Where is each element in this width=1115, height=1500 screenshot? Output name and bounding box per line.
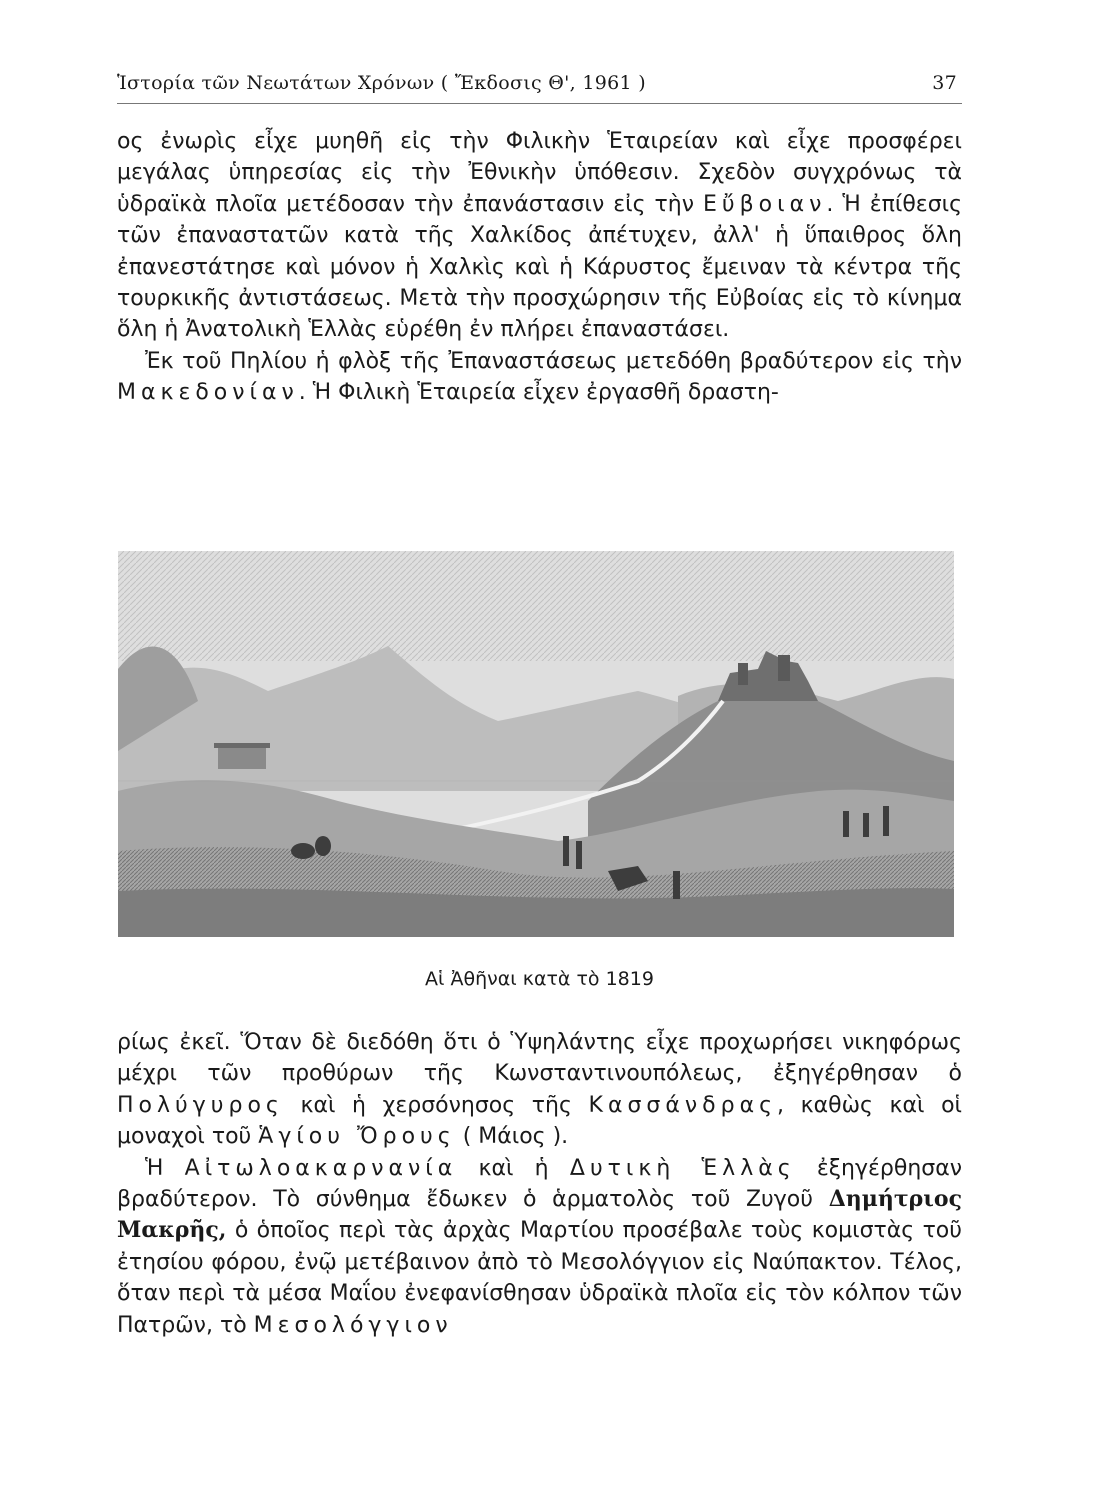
spaced-name-aetoloacarnania: Αἰτωλοακαρνανία <box>184 1155 458 1181</box>
text-run: Ἡ <box>145 1155 185 1181</box>
text-run: ὁ ὁποῖος περὶ τὰς ἀρχὰς Μαρτίου προσέβαλε τοὺς κομιστὰς τοῦ ἐτησίου φόρου, ἐνῷ μετέβαινον ἀπὸ τὸ Μεσολόγγιον εἰς Ναύπακτον. Τέλος, ὅταν περὶ τὰ μέσα Μαΐου ἐνεφανίσθησαν ὑδραϊκὰ πλοῖα εἰς τὸν κόλπον τῶν Πατρῶν, τὸ <box>117 1218 962 1338</box>
paragraph <box>117 126 962 346</box>
spaced-name-western-greece: Δυτικὴ Ἑλλὰς <box>569 1155 796 1181</box>
text-run: καὶ ἡ χερσόνησος τῆς <box>283 1092 589 1118</box>
spaced-name-mount-athos: Ἁγίου Ὄρους <box>258 1124 456 1150</box>
text-run: ρίως ἐκεῖ. Ὅταν δὲ διεδόθη ὅτι ὁ Ὑψηλάντης εἶχε προχωρήσει νικηφόρως μέχρι τῶν προθύρων τῆς Κωνσταντινουπόλεως, ἐξηγέρθησαν ὁ <box>117 1030 962 1087</box>
spaced-name-macedonia: Μακεδονίαν <box>117 380 299 406</box>
paragraph <box>117 1153 962 1341</box>
engraving-image <box>118 551 954 937</box>
spaced-name-euboea: Εὔβοιαν <box>703 191 827 217</box>
text-run: ἐξηγέρθησαν βραδύτερον. Τὸ σύνθημα ἔδωκεν ὁ ἁρματολὸς τοῦ Ζυγοῦ <box>117 1155 962 1213</box>
spaced-name-mesolongi: Μεσολόγγιον <box>253 1312 453 1338</box>
spaced-name-kassandra: Κασσάνδρας <box>588 1092 777 1118</box>
text-run: καὶ ἡ <box>457 1155 570 1181</box>
text-run: . Ἡ ἐπίθεσις τῶν ἐπαναστατῶν κατὰ τῆς Χαλκίδος ἀπέτυχεν, ἀλλ' ἡ ὕπαιθρος ὅλη ἐπανεστάτησε καὶ μόνον ἡ Χαλκὶς καὶ ἡ Κάρυστος ἔμειναν τὰ κέντρα τῆς τουρκικῆς ἀντιστάσεως. Μετὰ τὴν προσχώρησιν τῆς Εὐβοίας εἰς τὸ κίνημα ὅλη ἡ Ἀνατολικὴ Ἑλλὰς εὑρέθη ἐν πλήρει ἐπαναστάσει. <box>117 191 963 343</box>
page-number: 37 <box>932 72 957 94</box>
spaced-name-polygyros: Πολύγυρος <box>117 1092 284 1118</box>
figure-caption: Αἱ Ἀθῆναι κατὰ τὸ 1819 <box>425 968 654 990</box>
engraving-athens-1819 <box>118 551 954 937</box>
running-header <box>117 62 957 102</box>
bold-name-makris: Δημήτριος Μακρῆς, <box>117 1186 962 1244</box>
text-run: . Ἡ Φιλικὴ Ἑταιρεία εἶχεν ἐργασθῆ δραστη- <box>298 380 779 406</box>
paragraph <box>117 346 962 409</box>
body-text-bottom <box>117 1027 962 1341</box>
header-rule <box>117 103 962 104</box>
body-text-top <box>117 126 962 409</box>
text-run: , καθὼς καὶ οἱ μοναχοὶ τοῦ <box>117 1092 963 1150</box>
text-run: ος ἐνωρὶς εἶχε μυηθῆ εἰς τὴν Φιλικὴν Ἑταιρείαν καὶ εἶχε προσφέρει μεγάλας ὑπηρεσίας εἰς τὴν Ἐθνικὴν ὑπόθεσιν. Σχεδὸν συγχρόνως τὰ ὑδραϊκὰ πλοῖα μετέδοσαν τὴν ἐπανάστασιν εἰς τὴν <box>117 129 962 217</box>
running-title: Ἱστορία τῶν Νεωτάτων Χρόνων ( Ἔκδοσις Θ', 1961 ) <box>117 72 646 94</box>
text-run: ( Μάιος ). <box>455 1124 569 1150</box>
text-run: Ἐκ τοῦ Πηλίου ἡ φλὸξ τῆς Ἐπαναστάσεως μετεδόθη βραδύτερον εἰς τὴν <box>145 348 962 374</box>
paragraph <box>117 1027 962 1153</box>
